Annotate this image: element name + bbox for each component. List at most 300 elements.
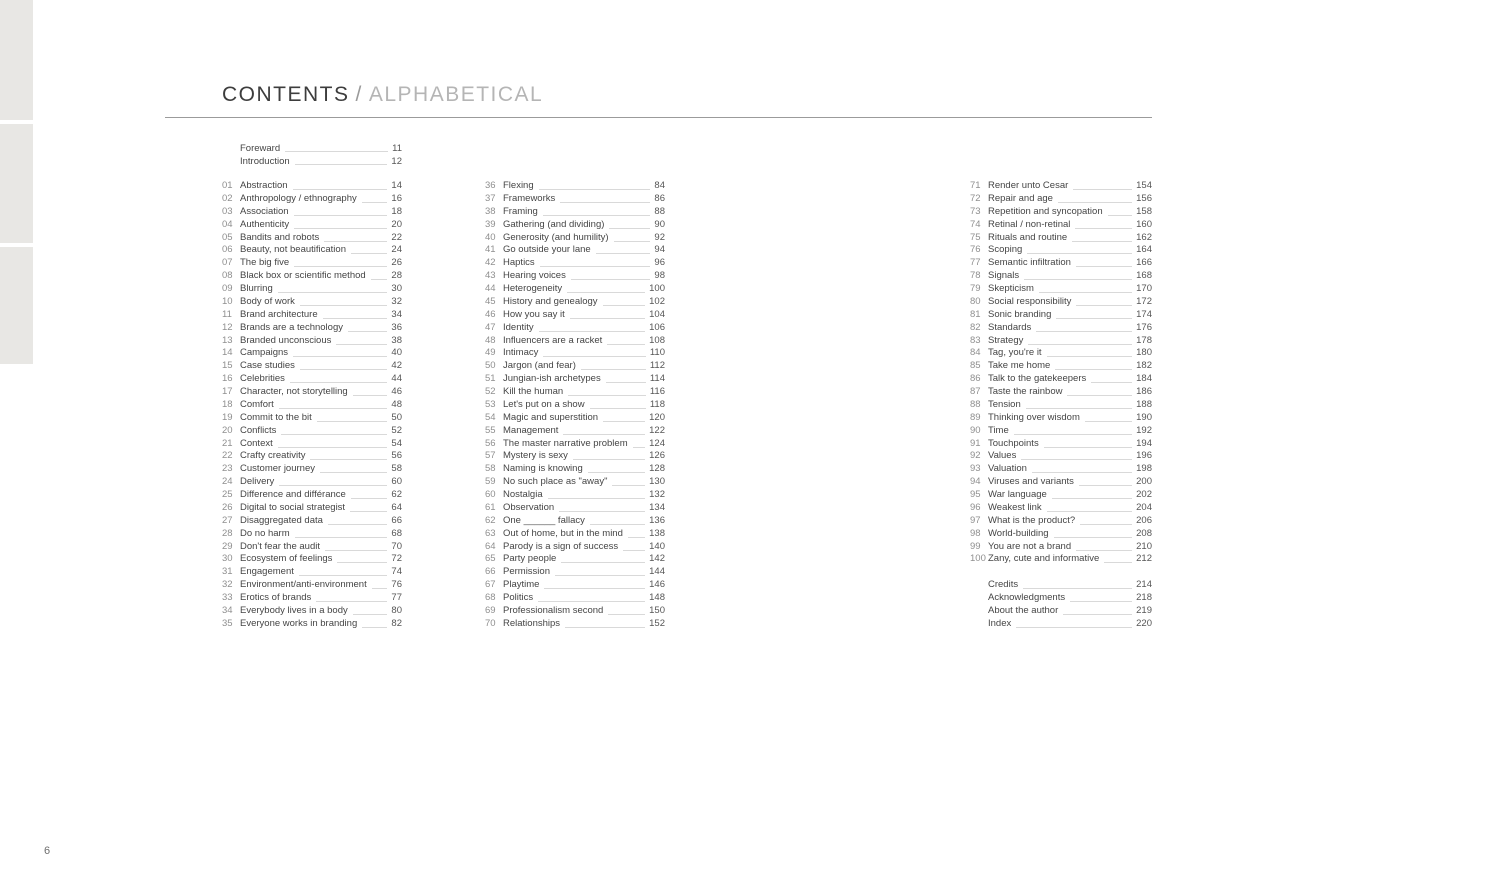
entry-page: 98 xyxy=(654,270,665,282)
entry-title: Weakest link xyxy=(988,501,1042,513)
toc-entry xyxy=(970,335,1152,348)
entry-title: Sonic branding xyxy=(988,308,1052,320)
entry-number: 62 xyxy=(485,514,496,526)
entry-number: 66 xyxy=(485,566,496,578)
entry-title: Framing xyxy=(503,205,538,217)
leader-line xyxy=(279,399,388,409)
entry-page: 82 xyxy=(391,617,402,629)
edge-tab-1 xyxy=(0,0,33,120)
toc-entry xyxy=(485,541,665,554)
entry-title: Values xyxy=(988,450,1017,462)
entry-title: Repetition and syncopation xyxy=(988,205,1103,217)
entry-number: 08 xyxy=(222,270,233,282)
leader-line xyxy=(1079,476,1132,486)
entry-page: 62 xyxy=(391,489,402,500)
leader-line xyxy=(1028,335,1132,345)
leader-line xyxy=(590,399,646,409)
entry-page: 110 xyxy=(649,347,665,359)
entry-page: 138 xyxy=(649,527,665,539)
toc-entry xyxy=(485,335,665,348)
entry-page: 22 xyxy=(391,231,402,243)
entry-number: 52 xyxy=(485,386,496,397)
leader-line xyxy=(1076,541,1132,551)
entry-page: 190 xyxy=(1136,411,1152,423)
entry-page: 102 xyxy=(649,295,665,307)
entry-page: 76 xyxy=(391,579,402,591)
leader-line xyxy=(614,232,651,242)
entry-title: Difference and différance xyxy=(240,489,346,500)
leader-line xyxy=(543,347,645,357)
entry-page: 94 xyxy=(654,244,665,256)
entry-page: 32 xyxy=(391,295,402,307)
entry-page: 84 xyxy=(654,180,665,191)
entry-page: 66 xyxy=(391,514,402,526)
leader-line xyxy=(323,309,388,319)
entry-title: Relationships xyxy=(503,617,561,629)
leader-line xyxy=(310,450,387,460)
entry-title: Observation xyxy=(503,501,555,513)
leader-line xyxy=(1044,438,1132,448)
entry-number: 54 xyxy=(485,411,496,423)
entry-page: 86 xyxy=(654,192,665,204)
leader-line xyxy=(623,541,645,551)
entry-number: 100 xyxy=(970,553,986,565)
leader-line xyxy=(1027,244,1132,254)
entry-number: 03 xyxy=(222,205,233,217)
entry-title: About the author xyxy=(988,604,1059,616)
entry-number: 63 xyxy=(485,527,496,539)
entry-page: 180 xyxy=(1136,347,1152,359)
toc-entry xyxy=(970,605,1152,618)
entry-title: Touchpoints xyxy=(988,437,1039,449)
toc-entry xyxy=(222,309,402,322)
toc-entry xyxy=(970,515,1152,528)
entry-title: Authenticity xyxy=(240,218,290,230)
entry-title: History and genealogy xyxy=(503,295,598,307)
toc-entry xyxy=(485,412,665,425)
entry-page: 11 xyxy=(392,143,402,154)
toc-entry xyxy=(222,206,402,219)
entry-title: Standards xyxy=(988,321,1032,333)
entry-title: Jargon (and fear) xyxy=(503,360,576,372)
entry-title: Environment/anti-environment xyxy=(240,579,367,591)
entry-page: 12 xyxy=(391,156,402,168)
toc-column-3 xyxy=(970,180,1152,631)
entry-number: 16 xyxy=(222,373,233,385)
entry-number: 50 xyxy=(485,360,496,372)
entry-title: Parody is a sign of success xyxy=(503,540,619,552)
entry-number: 39 xyxy=(485,218,496,230)
entry-title: Management xyxy=(503,424,559,436)
leader-line xyxy=(350,502,387,512)
entry-page: 142 xyxy=(649,553,665,565)
toc-entry xyxy=(970,553,1152,566)
leader-line xyxy=(568,386,646,396)
entry-page: 200 xyxy=(1136,476,1152,488)
toc-entry xyxy=(240,155,402,168)
toc-entry xyxy=(222,528,402,541)
entry-number: 33 xyxy=(222,592,233,603)
entry-number: 70 xyxy=(485,617,496,629)
toc-entry xyxy=(222,322,402,335)
entry-number: 34 xyxy=(222,604,233,616)
edge-tab-2 xyxy=(0,124,33,243)
toc-entry xyxy=(485,360,665,373)
leader-line xyxy=(539,322,646,332)
entry-title: Disaggregated data xyxy=(240,514,323,526)
entry-page: 132 xyxy=(649,489,665,500)
entry-number: 79 xyxy=(970,283,981,294)
entry-title: Zany, cute and informative xyxy=(988,553,1100,565)
toc-entry xyxy=(222,360,402,373)
toc-column-2 xyxy=(485,180,665,631)
entry-title: Character, not storytelling xyxy=(240,386,348,397)
entry-page: 77 xyxy=(391,592,402,603)
toc-entry xyxy=(485,373,665,386)
leader-line xyxy=(294,257,387,267)
entry-title: World-building xyxy=(988,527,1049,539)
leader-line xyxy=(1076,257,1132,267)
toc-entry xyxy=(970,579,1152,592)
entry-title: Hearing voices xyxy=(503,270,566,282)
entry-page: 18 xyxy=(391,205,402,217)
entry-page: 122 xyxy=(649,424,665,436)
entry-title: Influencers are a racket xyxy=(503,334,603,346)
leader-line xyxy=(1058,193,1132,203)
leader-line xyxy=(371,270,388,280)
entry-page: 106 xyxy=(649,321,665,333)
entry-title: Erotics of brands xyxy=(240,592,312,603)
toc-entry xyxy=(222,386,402,399)
entry-number: 12 xyxy=(222,321,233,333)
entry-title: Naming is knowing xyxy=(503,463,583,475)
leader-line xyxy=(1075,219,1132,229)
toc-entry xyxy=(970,244,1152,257)
entry-page: 130 xyxy=(649,476,665,488)
toc-entry xyxy=(970,360,1152,373)
entry-title: Talk to the gatekeepers xyxy=(988,373,1087,385)
toc-entry xyxy=(222,373,402,386)
entry-number: 83 xyxy=(970,334,981,346)
leader-line xyxy=(362,193,388,203)
leader-line xyxy=(293,347,387,357)
entry-number: 99 xyxy=(970,540,981,552)
entry-number: 24 xyxy=(222,476,233,488)
toc-entry xyxy=(485,244,665,257)
page-title xyxy=(222,83,543,107)
leader-line xyxy=(324,232,387,242)
leader-line xyxy=(1056,309,1132,319)
entry-page: 206 xyxy=(1136,514,1152,526)
entry-number: 61 xyxy=(485,501,496,513)
entry-title: Flexing xyxy=(503,180,534,191)
alphabetical-subtitle: ALPHABETICAL xyxy=(368,83,544,106)
entry-page: 114 xyxy=(649,373,665,385)
leader-line xyxy=(353,605,388,615)
leader-line xyxy=(596,244,651,254)
entry-page: 40 xyxy=(391,347,402,359)
entry-number: 74 xyxy=(970,218,981,230)
leader-line xyxy=(279,476,387,486)
entry-number: 67 xyxy=(485,579,496,591)
entry-number: 59 xyxy=(485,476,496,488)
entry-title: Beauty, not beautification xyxy=(240,244,346,256)
entry-title: Blurring xyxy=(240,283,273,294)
toc-entry xyxy=(222,270,402,283)
entry-page: 154 xyxy=(1136,180,1152,191)
toc-entry xyxy=(485,463,665,476)
entry-title: Frameworks xyxy=(503,192,556,204)
leader-line xyxy=(573,450,645,460)
toc-entry xyxy=(222,219,402,232)
entry-page: 156 xyxy=(1136,192,1152,204)
leader-line xyxy=(336,335,387,345)
toc-entry xyxy=(485,347,665,360)
toc-entry xyxy=(970,425,1152,438)
toc-entry xyxy=(970,180,1152,193)
leader-line xyxy=(559,502,645,512)
entry-title: How you say it xyxy=(503,308,565,320)
leader-line xyxy=(1016,618,1132,628)
entry-page: 178 xyxy=(1136,334,1152,346)
entry-number: 86 xyxy=(970,373,981,385)
entry-number: 55 xyxy=(485,424,496,436)
entry-page: 44 xyxy=(391,373,402,385)
toc-entry xyxy=(485,180,665,193)
leader-line xyxy=(609,219,650,229)
toc-entry xyxy=(970,283,1152,296)
leader-line xyxy=(295,155,388,165)
entry-number: 46 xyxy=(485,308,496,320)
leader-line xyxy=(316,592,387,602)
leader-line xyxy=(295,528,388,538)
entry-number: 38 xyxy=(485,205,496,217)
leader-line xyxy=(353,386,388,396)
toc-entry xyxy=(485,257,665,270)
entry-title: Brand architecture xyxy=(240,308,318,320)
entry-title: Foreward xyxy=(240,143,281,154)
toc-entry xyxy=(222,502,402,515)
toc-entry xyxy=(970,450,1152,463)
toc-entry xyxy=(222,489,402,502)
entry-title: Repair and age xyxy=(988,192,1053,204)
leader-line xyxy=(571,270,651,280)
entry-title: Introduction xyxy=(240,156,290,168)
leader-line xyxy=(581,360,646,370)
toc-entry xyxy=(485,206,665,219)
entry-title: Politics xyxy=(503,592,534,603)
page-number: 6 xyxy=(44,845,51,857)
entry-page: 219 xyxy=(1136,604,1152,616)
toc-entry xyxy=(485,219,665,232)
entry-page: 172 xyxy=(1136,295,1152,307)
entry-title: Identity xyxy=(503,321,534,333)
entry-page: 24 xyxy=(391,244,402,256)
leader-line xyxy=(588,463,645,473)
leader-line xyxy=(351,489,388,499)
toc-entry xyxy=(485,566,665,579)
entry-page: 108 xyxy=(649,334,665,346)
entry-page: 112 xyxy=(649,360,665,372)
entry-page: 220 xyxy=(1136,617,1152,629)
entry-page: 192 xyxy=(1136,424,1152,436)
leader-line xyxy=(1014,425,1132,435)
entry-page: 124 xyxy=(649,437,665,449)
entry-title: Branded unconscious xyxy=(240,334,332,346)
entry-title: Taste the rainbow xyxy=(988,386,1063,397)
leader-line xyxy=(1023,579,1132,589)
leader-line xyxy=(1070,592,1132,602)
entry-page: 148 xyxy=(649,592,665,603)
entry-page: 194 xyxy=(1136,437,1152,449)
leader-line xyxy=(285,142,388,152)
entry-page: 64 xyxy=(391,501,402,513)
toc-entry xyxy=(970,270,1152,283)
toc-entry xyxy=(485,476,665,489)
entry-number: 06 xyxy=(222,244,233,256)
leader-line xyxy=(567,283,645,293)
entry-page: 196 xyxy=(1136,450,1152,462)
entry-page: 168 xyxy=(1136,270,1152,282)
entry-page: 104 xyxy=(649,308,665,320)
title-separator: / xyxy=(355,83,363,106)
entry-title: Professionalism second xyxy=(503,604,604,616)
entry-number: 23 xyxy=(222,463,233,475)
toc-entry xyxy=(970,257,1152,270)
entry-number: 18 xyxy=(222,398,233,410)
entry-number: 35 xyxy=(222,617,233,629)
entry-number: 30 xyxy=(222,553,233,565)
entry-number: 78 xyxy=(970,270,981,282)
toc-entry xyxy=(970,399,1152,412)
leader-line xyxy=(1052,489,1132,499)
toc-entry xyxy=(970,476,1152,489)
entry-number: 43 xyxy=(485,270,496,282)
entry-page: 34 xyxy=(391,308,402,320)
entry-number: 07 xyxy=(222,257,233,269)
entry-page: 80 xyxy=(391,604,402,616)
entry-page: 90 xyxy=(654,218,665,230)
leader-line xyxy=(1080,515,1132,525)
toc-entry xyxy=(970,541,1152,554)
toc-entry xyxy=(485,296,665,309)
entry-title: Retinal / non-retinal xyxy=(988,218,1071,230)
leader-line xyxy=(1072,232,1132,242)
entry-number: 53 xyxy=(485,398,496,410)
entry-title: Everyone works in branding xyxy=(240,617,358,629)
entry-number: 93 xyxy=(970,463,981,475)
toc-entry xyxy=(485,232,665,245)
leader-line xyxy=(300,360,388,370)
toc-entry xyxy=(970,412,1152,425)
entry-number: 92 xyxy=(970,450,981,462)
entry-number: 75 xyxy=(970,231,981,243)
edge-tab-3 xyxy=(0,247,33,364)
entry-number: 71 xyxy=(970,180,981,191)
leader-line xyxy=(548,489,646,499)
toc-entry xyxy=(485,283,665,296)
leader-line xyxy=(538,592,645,602)
toc-entry xyxy=(485,386,665,399)
entry-title: Valuation xyxy=(988,463,1027,475)
entry-page: 126 xyxy=(649,450,665,462)
entry-title: Generosity (and humility) xyxy=(503,231,609,243)
entry-number: 84 xyxy=(970,347,981,359)
entry-number: 82 xyxy=(970,321,981,333)
entry-title: Acknowledgments xyxy=(988,592,1066,603)
entry-title: Playtime xyxy=(503,579,540,591)
entry-page: 182 xyxy=(1136,360,1152,372)
entry-page: 166 xyxy=(1136,257,1152,269)
entry-page: 202 xyxy=(1136,489,1152,500)
leader-line xyxy=(561,553,645,563)
entry-number: 49 xyxy=(485,347,496,359)
entry-title: Engagement xyxy=(240,566,294,578)
entry-title: Index xyxy=(988,617,1012,629)
toc-entry xyxy=(485,322,665,335)
entry-title: Do no harm xyxy=(240,527,290,539)
entry-page: 208 xyxy=(1136,527,1152,539)
entry-title: Ecosystem of feelings xyxy=(240,553,333,565)
entry-page: 162 xyxy=(1136,231,1152,243)
entry-page: 56 xyxy=(391,450,402,462)
entry-page: 144 xyxy=(649,566,665,578)
entry-title: Time xyxy=(988,424,1009,436)
entry-page: 60 xyxy=(391,476,402,488)
entry-number: 98 xyxy=(970,527,981,539)
entry-page: 146 xyxy=(649,579,665,591)
toc-entry xyxy=(222,463,402,476)
toc-entry xyxy=(485,438,665,451)
entry-number: 72 xyxy=(970,192,981,204)
entry-title: Credits xyxy=(988,579,1019,591)
entry-title: Render unto Cesar xyxy=(988,180,1069,191)
entry-page: 140 xyxy=(649,540,665,552)
toc-entry xyxy=(970,528,1152,541)
entry-title: Gathering (and dividing) xyxy=(503,218,605,230)
entry-title: Association xyxy=(240,205,289,217)
entry-page: 212 xyxy=(1136,553,1152,565)
toc-entry xyxy=(970,309,1152,322)
entry-number: 87 xyxy=(970,386,981,397)
leader-line xyxy=(590,515,645,525)
leader-line xyxy=(560,193,650,203)
leader-line xyxy=(1024,270,1132,280)
toc-entry xyxy=(970,566,1152,579)
leader-line xyxy=(317,412,388,422)
toc-entry xyxy=(222,412,402,425)
entry-title: What is the product? xyxy=(988,514,1076,526)
leader-line xyxy=(1021,450,1132,460)
leader-line xyxy=(1055,360,1132,370)
toc-entry xyxy=(222,605,402,618)
entry-number: 48 xyxy=(485,334,496,346)
entry-number: 64 xyxy=(485,540,496,552)
entry-number: 42 xyxy=(485,257,496,269)
entry-number: 28 xyxy=(222,527,233,539)
entry-page: 160 xyxy=(1136,218,1152,230)
toc-entry xyxy=(222,553,402,566)
toc-entry xyxy=(970,206,1152,219)
entry-number: 29 xyxy=(222,540,233,552)
entry-number: 01 xyxy=(222,180,233,191)
toc-entry xyxy=(222,438,402,451)
entry-title: Comfort xyxy=(240,398,274,410)
contents-title: CONTENTS xyxy=(222,83,350,106)
entry-page: 68 xyxy=(391,527,402,539)
entry-page: 72 xyxy=(391,553,402,565)
entry-title: Thinking over wisdom xyxy=(988,411,1080,423)
